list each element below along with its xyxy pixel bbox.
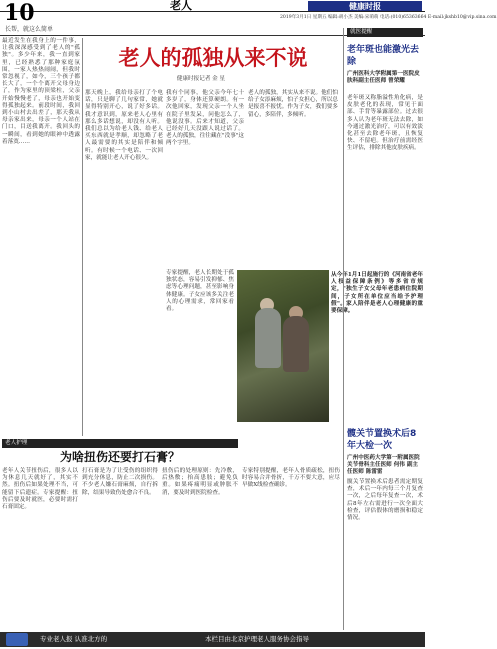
elderly-couple-photo <box>237 270 329 422</box>
page-number: 10 <box>4 0 35 26</box>
footer-slogan: 专业老人报 认准北方的 <box>40 635 108 643</box>
bottom-col-4: 专家特别提醒，老年人骨质疏松，扭伤时容易合并骨折，千万不要大意，应尽早做X线检查确诊。 <box>242 468 340 489</box>
sidebar-headline-1: 老年斑也能激光去除 <box>347 45 420 67</box>
dateline: 2019年3月1日 星期五 编辑:胡小杰 美编:宋萌萌 电话:(010)65363664 E-mail:jkshb10@vip.sina.com <box>280 15 497 20</box>
bottom-col-1: 老年人关节扭伤后，很多人以为休息几天就好了，其实不然。扭伤后如果处理不当，可能留下后遗症。专家提醒：扭伤后要及时就医，必要时需打石膏固定。 <box>2 468 78 511</box>
page-footer <box>0 632 425 647</box>
bottom-section-tag: 老人护理 <box>2 439 238 448</box>
sidebar-divider <box>343 28 344 630</box>
sidebar-body-1: 老年斑又称脂溢性角化病，是皮肤老化的表现，常见于面部、手背等暴露部位。过去很多人认为老年斑无法去除，如今通过激光治疗，可以有效淡化甚至去除老年斑，且恢复快、不留疤。但治疗前需经医生评估，排除其他皮肤疾病。 <box>347 95 423 152</box>
photo-figure-body <box>283 316 309 372</box>
bottom-col-2: 打石膏是为了让受伤的组织得到充分休息，防止二次损伤。不少老人嫌石膏麻烦，自行拆除，结果导致伤处愈合不良。 <box>82 468 158 496</box>
sidebar-section-tag: 就医提醒 <box>347 28 423 37</box>
main-col-1: 最近发生在我身上的一件事，让我深深感受到了老人的"孤独"。多少年来，我一直到家里，已经熟悉了那种家庭氛围，一家人热热闹闹，但我时常忽视了，如今，三个孩子都长大了，一个个离开父母身边了，作为家里的顶梁柱，父亲开始慢慢老了，母亲也开始变得孤独起来。前段时间，我回到小山村去出差了，那天我从母亲家出来，母亲一个人站在门口，目送我离开。我回头的一瞬间，看到她的眼神中透露着落寞…… <box>2 38 80 145</box>
footer-logo-icon <box>6 633 28 646</box>
page-motto: 长帮，就这么简单 <box>5 26 54 33</box>
bottom-headline: 为啥扭伤还要打石膏？ <box>59 450 180 464</box>
sidebar-source-2: 广州中医药大学第一附属医院关节骨科主任医师 何伟 副主任医师 陈雷雷 <box>347 455 420 476</box>
paper-logo[interactable]: 健康时报 <box>308 1 422 11</box>
sidebar-headline-2: 髋关节置换术后8年大检一次 <box>347 429 417 451</box>
photo-figure-body <box>255 308 281 368</box>
section-title: 老人 <box>170 0 192 12</box>
sidebar-body-2: 髋关节置换术后患者需定期复查，术后一年内每三个月复查一次，之后每年复查一次，术后8年左右需进行一次全面大检查，评估假体的磨损和稳定情况。 <box>347 479 423 522</box>
bottom-col-3: 扭伤后的处理原则：先冷敷，后热敷；抬高患肢；避免负重。如果疼痛明显或肿胀不消，要及时到医院检查。 <box>162 468 238 496</box>
main-col-2: 那天晚上，我给母亲打了个电话，只是聊了几句家常，她就显得特别开心，说了好多话。我才意识到，原来老人心里有那么多话想说，却没有人听。我们总以为给老人钱、给老人买东西就是孝顺，却忽略了老人最需要的其实是陪伴和倾听。有时候一个电话、一次回家，就能让老人开心很久。 <box>85 90 163 161</box>
sidebar-source-1: 广州医科大学附属第一医院皮肤科副主任医师 曾荣耀 <box>347 71 420 85</box>
main-headline: 老人的孤独从来不说 <box>118 46 308 70</box>
column-divider <box>82 38 83 436</box>
main-col-5: 专家提醒，老人长期处于孤独状态，容易引发抑郁、焦虑等心理问题，甚至影响身体健康。子女应该多关注老人的心理需求，常回家看看。 <box>166 270 234 313</box>
main-col-3: 我有个同事，他父亲今年七十多岁了，身体还算硬朗。有一次他回家，发现父亲一个人坐在院子里发呆，问他怎么了，他说没事。后来才知道，父亲已经好几天没跟人说过话了。老人的孤独，往往藏在"没事"这两个字里。 <box>166 90 244 147</box>
main-byline: 健康时报记者 金 星 <box>176 76 226 82</box>
footer-note: 本栏目由北京护理老人服务协会指导 <box>205 635 309 643</box>
photo-caption: 从今年1月1日起施行的《河南省老年人权益保障条例》等多省市规定，"独生子女父母年老患病住院期间，子女所在单位应当给予护理假"。家人陪伴是老人心理健康的重要保障。 <box>331 272 423 315</box>
main-col-4: 老人的孤独，其实从来不说。他们怕给子女添麻烦，怕子女担心，所以总是报喜不报忧。作为子女，我们要多留心，多陪伴，多倾听。 <box>248 90 338 118</box>
